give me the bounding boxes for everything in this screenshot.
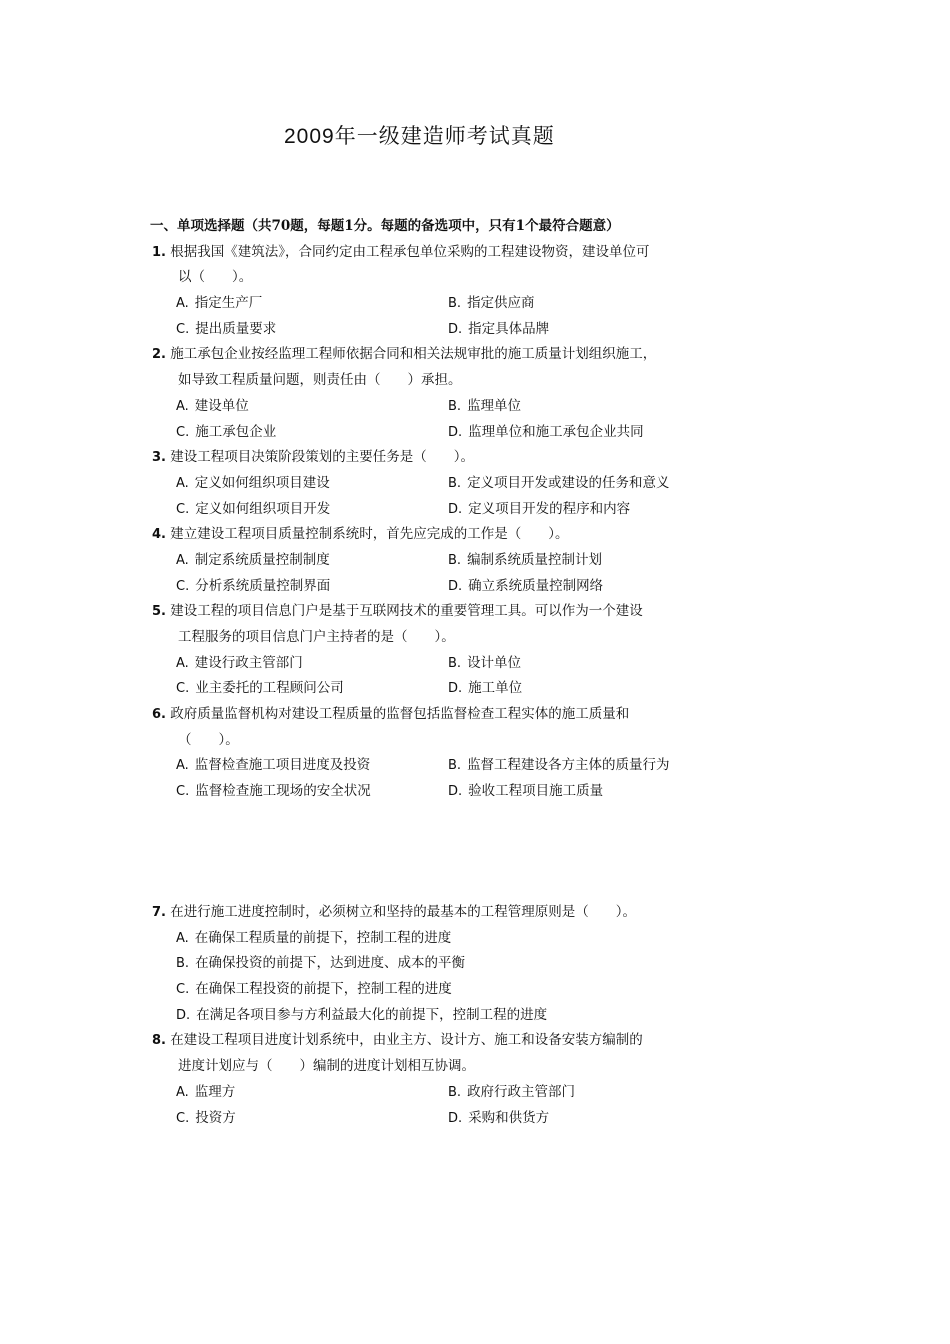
option-c: C. 业主委托的工程顾问公司 — [176, 680, 344, 697]
question-text: 在进行施工进度控制时，必须树立和坚持的最基本的工程管理原则是（ ）。 — [170, 904, 637, 920]
question-6 — [150, 702, 710, 805]
option-c: C. 在确保工程投资的前提下，控制工程的进度 — [176, 981, 452, 998]
option-d: D. 监理单位和施工承包企业共同 — [448, 423, 644, 440]
question-number: 1. — [152, 244, 166, 260]
option-a: A. 监督检查施工项目进度及投资 — [176, 757, 371, 774]
option-d: D. 施工单位 — [448, 680, 523, 697]
option-d: D. 指定具体品牌 — [448, 320, 550, 337]
question-5 — [150, 599, 710, 702]
section-heading: 一、单项选择题（共70题，每题1分。每题的备选项中，只有1个最符合题意） — [150, 218, 620, 234]
question-number: 6. — [152, 707, 166, 723]
option-a: A. 在确保工程质量的前提下，控制工程的进度 — [176, 929, 452, 946]
question-1 — [150, 240, 710, 343]
option-c: C. 分析系统质量控制界面 — [176, 577, 331, 594]
question-text-cont: 工程服务的项目信息门户主持者的是（ ）。 — [178, 629, 455, 645]
question-number: 4. — [152, 527, 166, 543]
question-number: 3. — [152, 450, 166, 466]
question-2 — [150, 342, 710, 445]
option-a: A. 制定系统质量控制制度 — [176, 551, 330, 568]
question-number: 2. — [152, 347, 166, 363]
question-text: 根据我国《建筑法》，合同约定由工程承包单位采购的工程建设物资，建设单位可 — [170, 243, 650, 260]
option-a: A. 建设单位 — [176, 397, 249, 414]
option-c: C. 投资方 — [176, 1109, 236, 1126]
exam-section-2 — [150, 900, 710, 1131]
question-text: 建设工程项目决策阶段策划的主要任务是（ ）。 — [170, 449, 475, 466]
question-4 — [150, 522, 710, 599]
question-8 — [150, 1028, 710, 1131]
option-a: A. 指定生产厂 — [176, 295, 263, 312]
option-b: B. 在确保投资的前提下，达到进度、成本的平衡 — [176, 955, 466, 972]
document-title: 2009年一级建造师考试真题 — [284, 125, 555, 148]
option-c: C. 提出质量要求 — [176, 320, 277, 337]
question-text: 建设工程的项目信息门户是基于互联网技术的重要管理工具。可以作为一个建设 — [170, 603, 643, 620]
option-c: C. 施工承包企业 — [176, 423, 277, 440]
option-b: B. 定义项目开发或建设的任务和意义 — [448, 474, 670, 491]
option-b: B. 监督工程建设各方主体的质量行为 — [448, 757, 670, 774]
question-3 — [150, 445, 710, 522]
option-b: B. 编制系统质量控制计划 — [448, 551, 603, 568]
option-c: C. 定义如何组织项目开发 — [176, 500, 331, 517]
option-b: B. 政府行政主管部门 — [448, 1083, 576, 1100]
question-text-cont: 进度计划应与（ ）编制的进度计划相互协调。 — [178, 1058, 475, 1075]
question-text-cont: 以（ ）。 — [178, 269, 253, 286]
option-a: A. 监理方 — [176, 1083, 236, 1100]
option-d: D. 确立系统质量控制网络 — [448, 577, 604, 594]
option-c: C. 监督检查施工现场的安全状况 — [176, 783, 371, 800]
option-b: B. 设计单位 — [448, 654, 522, 671]
question-number: 5. — [152, 604, 166, 620]
exam-section-1 — [150, 214, 710, 805]
question-number: 8. — [152, 1033, 166, 1049]
option-a: A. 定义如何组织项目建设 — [176, 474, 330, 491]
option-d: D. 定义项目开发的程序和内容 — [448, 500, 631, 517]
question-text: 建立建设工程项目质量控制系统时，首先应完成的工作是（ ）。 — [170, 526, 569, 543]
question-text-cont: （ ）。 — [178, 731, 239, 748]
option-d: D. 在满足各项目参与方利益最大化的前提下，控制工程的进度 — [176, 1006, 548, 1023]
option-b: B. 指定供应商 — [448, 295, 535, 312]
option-d: D. 采购和供货方 — [448, 1109, 550, 1126]
question-7 — [150, 900, 710, 1028]
option-b: B. 监理单位 — [448, 397, 522, 414]
question-text: 政府质量监督机构对建设工程质量的监督包括监督检查工程实体的施工质量和 — [170, 706, 630, 723]
question-text: 施工承包企业按经监理工程师依据合同和相关法规审批的施工质量计划组织施工， — [170, 346, 657, 363]
option-a: A. 建设行政主管部门 — [176, 654, 303, 671]
question-number: 7. — [152, 905, 166, 920]
question-text: 在建设工程项目进度计划系统中，由业主方、设计方、施工和设备安装方编制的 — [170, 1032, 643, 1049]
option-d: D. 验收工程项目施工质量 — [448, 783, 604, 800]
question-text-cont: 如导致工程质量问题，则责任由（ ）承担。 — [178, 372, 462, 389]
